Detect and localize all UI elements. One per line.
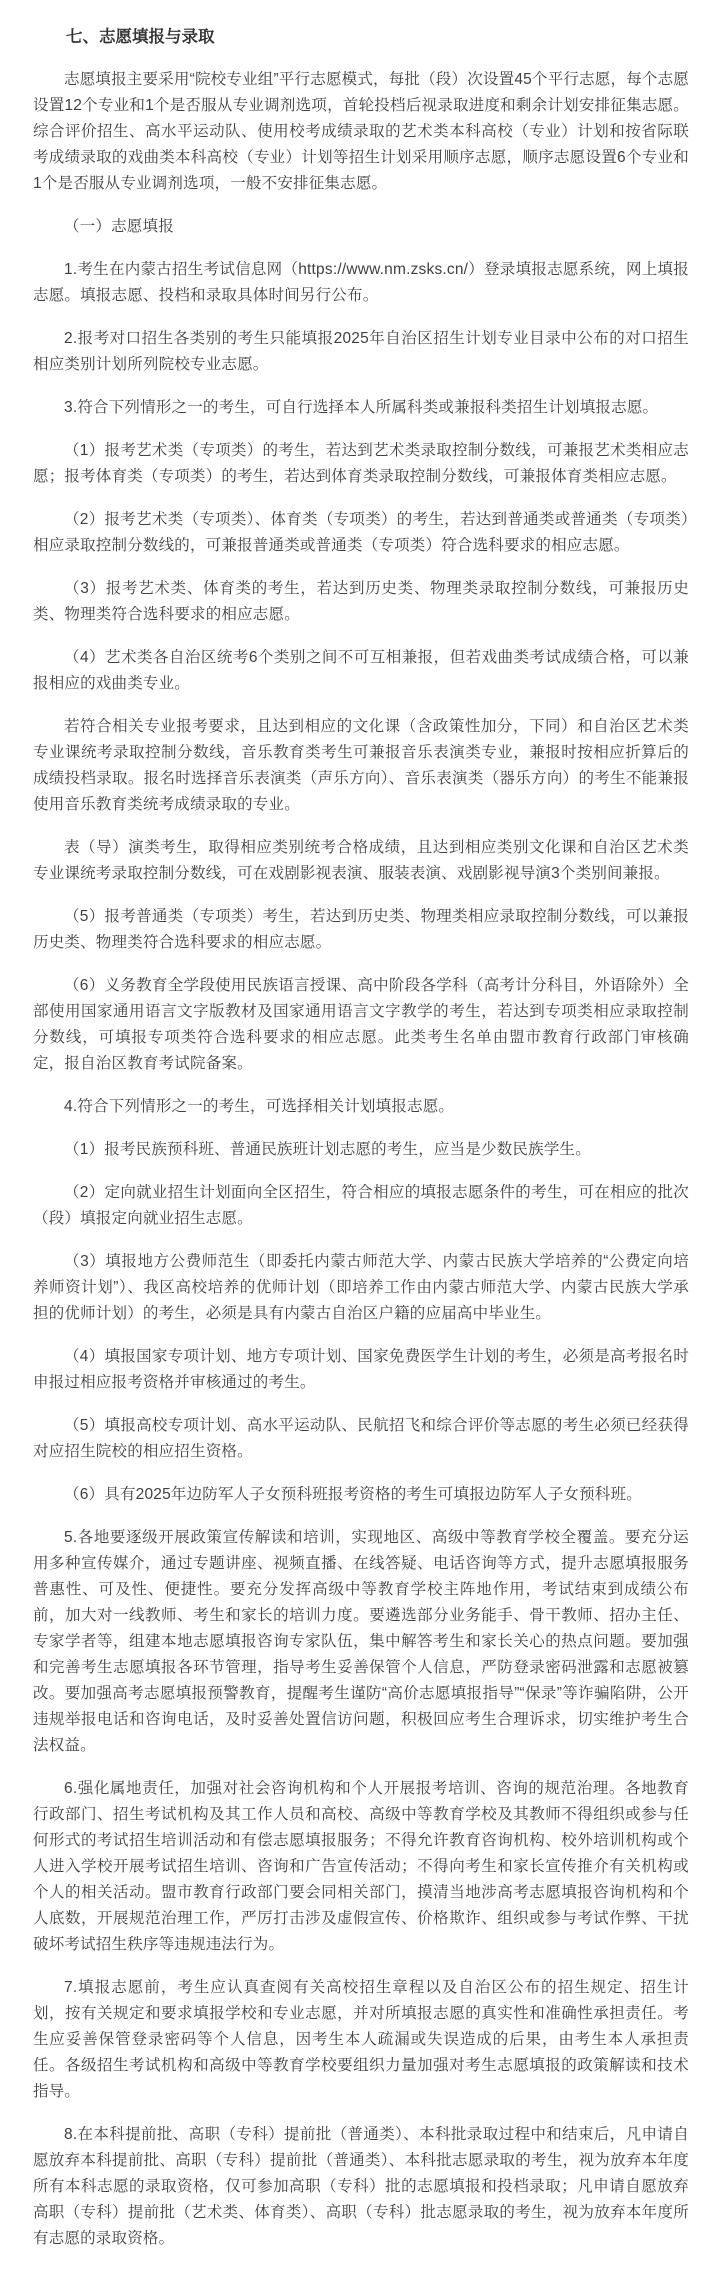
paragraph: （1）报考民族预科班、普通民族班计划志愿的考生，应当是少数民族学生。 (64, 1141, 591, 1158)
paragraph-list (33, 67, 689, 2252)
paragraph: （6）义务教育全学段使用民族语言授课、高中阶段各学科（高考计分科目，外语除外）全部使用国家通用语言文字版教材及国家通用语言文字教学的考生，若达到专项类相应录取控制分数线，可填报专项类符合选科要求的相应志愿。此类考生名单由盟市教育行政部门审核确定，报自治区教育考试院备案。 (33, 977, 689, 1072)
paragraph: 7.填报志愿前，考生应认真查阅有关高校招生章程以及自治区公布的招生规定、招生计划，按有关规定和要求填报学校和专业志愿，并对所填报志愿的真实性和准确性承担责任。考生应妥善保管登录密码等个人信息，因考生本人疏漏或失误造成的后果，由考生本人承担责任。各级招生考试机构和高级中等教育学校要组织力量加强对考生志愿填报的政策解读和技术指导。 (33, 1979, 689, 2100)
paragraph: （5）填报高校专项计划、高水平运动队、民航招飞和综合评价等志愿的考生必须已经获得对应招生院校的相应招生资格。 (33, 1417, 689, 1460)
document-title: 七、志愿填报与录取 (66, 28, 215, 46)
paragraph: 若符合相关专业报考要求，且达到相应的文化课（含政策性加分，下同）和自治区艺术类专业课统考录取控制分数线，音乐教育类考生可兼报音乐表演类专业，兼报时按相应折算后的成绩投档录取。报名时选择音乐表演类（声乐方向）、音乐表演类（器乐方向）的考生不能兼报使用音乐教育类统考成绩录取的专业。 (33, 718, 689, 813)
paragraph: （2）定向就业招生计划面向全区招生，符合相应的填报志愿条件的考生，可在相应的批次（段）填报定向就业招生志愿。 (33, 1184, 689, 1227)
paragraph: 表（导）演类考生，取得相应类别统考合格成绩，且达到相应类别文化课和自治区艺术类专业课统考录取控制分数线，可在戏剧影视表演、服装表演、戏剧影视导演3个类别间兼报。 (33, 839, 689, 882)
paragraph: 2.报考对口招生各类别的考生只能填报2025年自治区招生计划专业目录中公布的对口招生相应类别计划所列院校专业志愿。 (33, 330, 689, 373)
paragraph: 6.强化属地责任，加强对社会咨询机构和个人开展报考培训、咨询的规范治理。各地教育行政部门、招生考试机构及其工作人员和高校、高级中等教育学校及其教师不得组织或参与任何形式的考试招生培训活动和有偿志愿填报服务；不得允许教育咨询机构、校外培训机构或个人进入学校开展考试招生培训、咨询和广告宣传活动；不得向考生和家长宣传推介有关机构或个人的相关活动。盟市教育行政部门要会同相关部门，摸清当地涉高考志愿填报咨询机构和个人底数，开展规范治理工作，严厉打击涉及虚假宣传、价格欺诈、组织或参与考试作弊、干扰破坏考试招生秩序等违规违法行为。 (33, 1780, 689, 1953)
paragraph: 1.考生在内蒙古招生考试信息网（https://www.nm.zsks.cn/）登录填报志愿系统，网上填报志愿。填报志愿、投档和录取具体时间另行公布。 (33, 261, 689, 304)
paragraph: （3）报考艺术类、体育类的考生，若达到历史类、物理类录取控制分数线，可兼报历史类、物理类符合选科要求的相应志愿。 (33, 580, 689, 623)
paragraph: （6）具有2025年边防军人子女预科班报考资格的考生可填报边防军人子女预科班。 (64, 1486, 642, 1503)
paragraph: （1）报考艺术类（专项类）的考生，若达到艺术类录取控制分数线，可兼报艺术类相应志愿；报考体育类（专项类）的考生，若达到体育类录取控制分数线，可兼报体育类相应志愿。 (33, 442, 689, 485)
paragraph: 志愿填报主要采用“院校专业组”平行志愿模式，每批（段）次设置45个平行志愿，每个志愿设置12个专业和1个是否服从专业调剂选项，首轮投档后视录取进度和剩余计划安排征集志愿。综合评价招生、高水平运动队、使用校考成绩录取的艺术类本科高校（专业）计划和按省际联考成绩录取的戏曲类本科高校（专业）计划等招生计划采用顺序志愿，顺序志愿设置6个专业和1个是否服从专业调剂选项，一般不安排征集志愿。 (33, 71, 689, 192)
paragraph: 5.各地要逐级开展政策宣传解读和培训，实现地区、高级中等教育学校全覆盖。要充分运用多种宣传媒介，通过专题讲座、视频直播、在线答疑、电话咨询等方式，提升志愿填报服务普惠性、可及性、便捷性。要充分发挥高级中等教育学校主阵地作用，考试结束到成绩公布前，加大对一线教师、考生和家长的培训力度。要遴选部分业务能手、骨干教师、招办主任、专家学者等，组建本地志愿填报咨询专家队伍，集中解答考生和家长关心的热点问题。要加强和完善考生志愿填报各环节管理，指导考生妥善保管个人信息，严防登录密码泄露和志愿被篡改。要加强高考志愿填报预警教育，提醒考生谨防“高价志愿填报指导”“保录”等诈骗陷阱，公开违规举报电话和咨询电话，及时妥善处置信访问题，积极回应考生合理诉求，切实维护考生合法权益。 (33, 1529, 689, 1754)
paragraph: （5）报考普通类（专项类）考生，若达到历史类、物理类相应录取控制分数线，可以兼报历史类、物理类符合选科要求的相应志愿。 (33, 908, 689, 951)
paragraph: 3.符合下列情形之一的考生，可自行选择本人所属科类或兼报科类招生计划填报志愿。 (64, 399, 659, 416)
paragraph: （2）报考艺术类（专项类）、体育类（专项类）的考生，若达到普通类或普通类（专项类）相应录取控制分数线的，可兼报普通类或普通类（专项类）符合选科要求的相应志愿。 (33, 511, 689, 554)
paragraph: （4）艺术类各自治区统考6个类别之间不可互相兼报，但若戏曲类考试成绩合格，可以兼报相应的戏曲类专业。 (33, 649, 689, 692)
paragraph: 4.符合下列情形之一的考生，可选择相关计划填报志愿。 (64, 1098, 455, 1115)
paragraph: （3）填报地方公费师范生（即委托内蒙古师范大学、内蒙古民族大学培养的“公费定向培养师资计划”）、我区高校培养的优师计划（即培养工作由内蒙古师范大学、内蒙古民族大学承担的优师计划）的考生，必须是具有内蒙古自治区户籍的应届高中毕业生。 (33, 1253, 689, 1322)
paragraph: 8.在本科提前批、高职（专科）提前批（普通类）、本科批录取过程中和结束后，凡申请自愿放弃本科提前批、高职（专科）提前批（普通类）、本科批志愿录取的考生，视为放弃本年度所有本科志愿的录取资格，仅可参加高职（专科）批的志愿填报和投档录取；凡申请自愿放弃高职（专科）提前批（艺术类、体育类）、高职（专科）批志愿录取的考生，视为放弃本年度所有志愿的录取资格。 (33, 2126, 689, 2247)
paragraph: （4）填报国家专项计划、地方专项计划、国家免费医学生计划的考生，必须是高考报名时申报过相应报考资格并审核通过的考生。 (33, 1348, 689, 1391)
section-subheading: （一）志愿填报 (64, 218, 174, 235)
